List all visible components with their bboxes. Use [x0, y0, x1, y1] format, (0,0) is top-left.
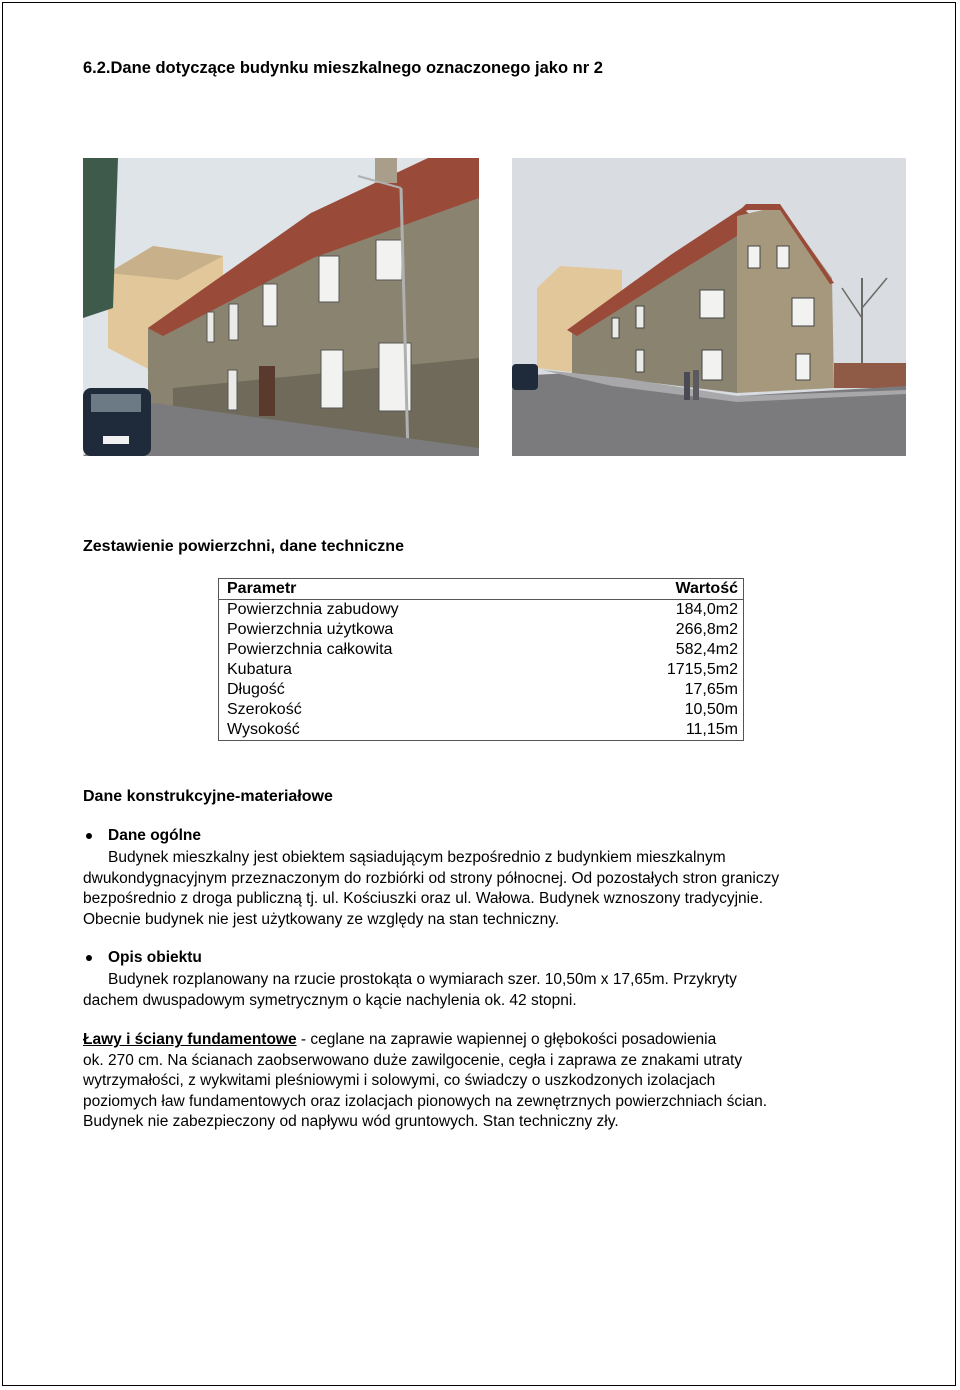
paragraph-line: Budynek mieszkalny jest obiektem sąsiadującym bezpośrednio z budynkiem mieszkalnym [108, 849, 726, 866]
table-header-row [219, 579, 744, 600]
paragraph-line: Budynek nie zabezpieczony od napływu wód gruntowych. Stan techniczny zły. [83, 1113, 619, 1130]
paragraph-general [83, 848, 779, 930]
column-header-parameter: Parametr [219, 579, 579, 600]
table-cell-value: 1715,5m2 [579, 660, 744, 680]
paragraph-object [83, 970, 737, 1011]
paragraph-line: dwukondygnacyjnym przeznaczonym do rozbiórki od strony północnej. Od pozostałych stron graniczy [83, 869, 780, 887]
section-heading-construction: Dane konstrukcyjne-materiałowe [83, 788, 333, 805]
table-cell-parameter: Powierzchnia użytkowa [219, 620, 579, 640]
bullet-object [83, 949, 883, 967]
table-cell-parameter: Szerokość [219, 700, 579, 720]
paragraph-line: dachem dwuspadowym symetrycznym o kącie nachylenia ok. 42 stopni. [83, 991, 577, 1009]
paragraph-line: Obecnie budynek nie jest użytkowany ze względy na stan techniczny. [83, 910, 560, 928]
table-cell-parameter: Długość [219, 680, 579, 700]
technical-data-table [218, 578, 744, 741]
table-row [219, 620, 744, 640]
building-photo-corner-view [512, 158, 906, 456]
paragraph-line: ok. 270 cm. Na ścianach zaobserwowano duże zawilgocenie, cegła i zaprawa ze znakami utraty [83, 1051, 743, 1069]
section-heading-tech: Zestawienie powierzchni, dane techniczne [83, 538, 404, 555]
paragraph-line: bezpośrednio z droga publiczną tj. ul. Kościuszki oraz ul. Wałowa. Budynek wznoszony tradycyjnie. [83, 890, 764, 907]
bullet-title-object: Opis obiektu [108, 949, 202, 966]
table-row [219, 720, 744, 741]
table-cell-value: 266,8m2 [579, 620, 744, 640]
table-cell-parameter: Wysokość [219, 720, 579, 741]
paragraph-line: poziomych ław fundamentowych oraz izolacjach pionowych na zewnętrznych powierzchniach ścian. [83, 1092, 768, 1110]
paragraph-foundation [83, 1030, 767, 1133]
table-cell-value: 10,50m [579, 700, 744, 720]
table-cell-value: 582,4m2 [579, 640, 744, 660]
table-cell-value: 184,0m2 [579, 600, 744, 621]
foundation-first-line: - ceglane na zaprawie wapiennej o głębokości posadowienia [296, 1031, 717, 1048]
building-photo-street-view [83, 158, 479, 456]
table-row [219, 660, 744, 680]
bullet-general [83, 827, 883, 845]
table-row [219, 600, 744, 621]
table-row [219, 680, 744, 700]
page-title: 6.2.Dane dotyczące budynku mieszkalnego oznaczonego jako nr 2 [83, 59, 603, 77]
table-row [219, 640, 744, 660]
bullet-title-general: Dane ogólne [108, 827, 202, 844]
table-cell-parameter: Powierzchnia zabudowy [219, 600, 579, 621]
table-cell-parameter: Kubatura [219, 660, 579, 680]
paragraph-line [83, 1030, 767, 1051]
table-row [219, 700, 744, 720]
paragraph-line: wytrzymałości, z wykwitami pleśniowymi i solowymi, co świadczy o uszkodzonych izolacjach [83, 1072, 716, 1089]
paragraph-line: Budynek rozplanowany na rzucie prostokąta o wymiarach szer. 10,50m x 17,65m. Przykryty [108, 971, 737, 988]
column-header-value: Wartość [579, 579, 744, 600]
table-cell-value: 11,15m [579, 720, 744, 741]
foundation-label: Ławy i ściany fundamentowe [83, 1031, 297, 1048]
table-cell-value: 17,65m [579, 680, 744, 700]
table-cell-parameter: Powierzchnia całkowita [219, 640, 579, 660]
